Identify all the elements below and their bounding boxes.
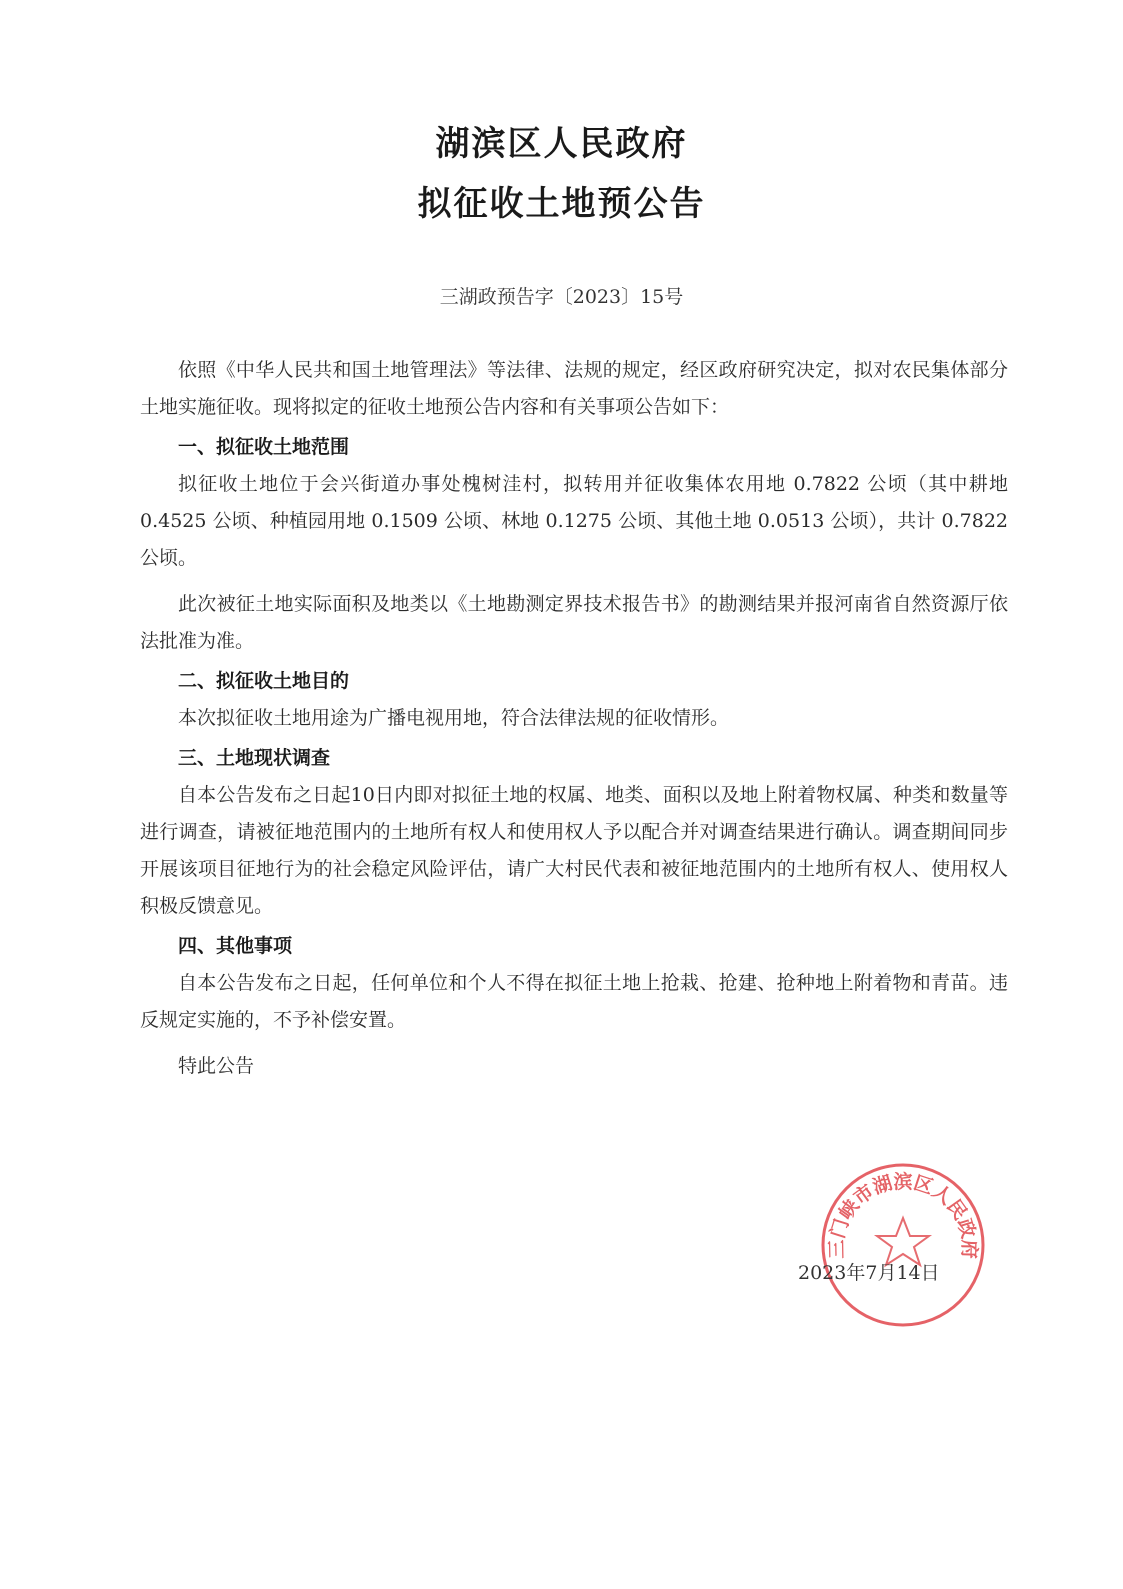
section2-paragraph1: 本次拟征收土地用途为广播电视用地，符合法律法规的征收情形。 [178, 707, 730, 729]
section1-paragraph2: 此次被征土地实际面积及地类以《土地勘测定界技术报告书》的勘测结果并报河南省自然资源厅依法批准为准。 [140, 593, 1008, 652]
official-seal [818, 1160, 988, 1330]
section1-heading: 一、拟征收土地范围 [178, 436, 350, 458]
section3-paragraph1: 自本公告发布之日起10日内即对拟征土地的权属、地类、面积以及地上附着物权属、种类和数量等进行调查，请被征地范围内的土地所有权人和使用权人予以配合并对调查结果进行确认。调查期间同步开展该项目征地行为的社会稳定风险评估，请广大村民代表和被征地范围内的土地所有权人、使用权人积极反馈意见。 [140, 784, 1008, 917]
seal-text: 三门峡市湖滨区人民政府 [825, 1171, 981, 1259]
intro-paragraph: 依照《中华人民共和国土地管理法》等法律、法规的规定，经区政府研究决定，拟对农民集体部分土地实施征收。现将拟定的征收土地预公告内容和有关事项公告如下： [140, 359, 1008, 418]
section1-paragraph1: 拟征收土地位于会兴街道办事处槐树洼村，拟转用并征收集体农用地 0.7822 公顷（其中耕地 0.4525 公顷、种植园用地 0.1509 公顷、林地 0.1275 公顷、其他土地 0.0513 公顷），共计 0.7822 公顷。 [140, 473, 1008, 569]
document-title-line2: 拟征收土地预公告 [417, 184, 706, 224]
section4-paragraph1: 自本公告发布之日起，任何单位和个人不得在拟征土地上抢栽、抢建、抢种地上附着物和青苗。违反规定实施的，不予补偿安置。 [140, 972, 1008, 1031]
closing-text: 特此公告 [178, 1055, 255, 1077]
document-body [140, 352, 1008, 1085]
document-title-line1: 湖滨区人民政府 [435, 124, 688, 164]
section4-heading: 四、其他事项 [178, 935, 293, 957]
document-date: 2023年7月14日 [798, 1262, 940, 1284]
section2-heading: 二、拟征收土地目的 [178, 670, 350, 692]
document-number: 三湖政预告字〔2023〕15号 [439, 286, 684, 308]
section3-heading: 三、土地现状调查 [178, 747, 331, 769]
